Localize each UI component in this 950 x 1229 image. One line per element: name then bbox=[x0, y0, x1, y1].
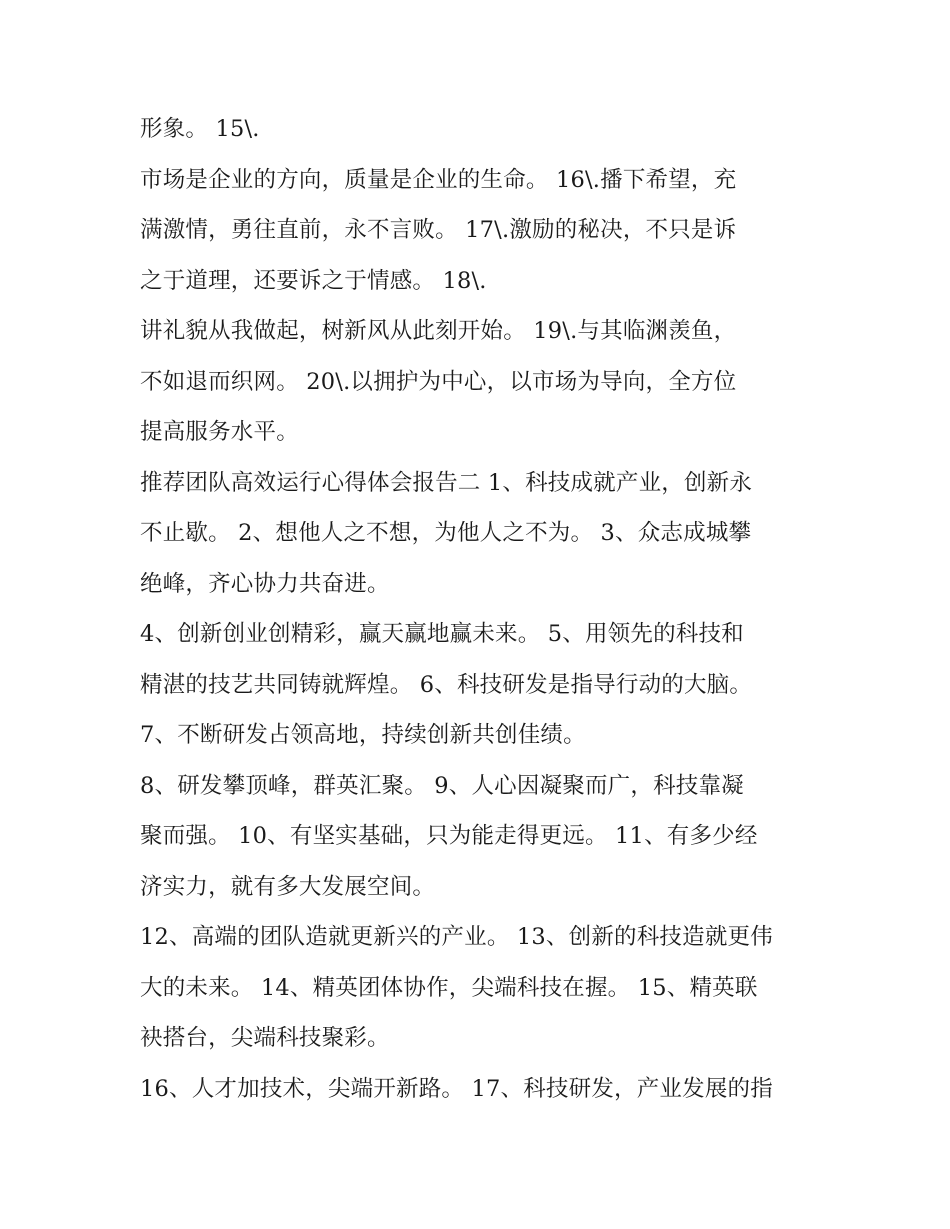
text-line-13: 7、不断研发占领高地，持续创新共创佳绩。 bbox=[140, 722, 586, 748]
text-line-15: 聚而强。 10、有坚实基础，只为能走得更远。 11、有多少经 bbox=[140, 823, 758, 849]
text-line-16: 济实力，就有多大发展空间。 bbox=[140, 874, 436, 900]
text-line-9: 不止歇。 2、想他人之不想，为他人之不为。 3、众志成城攀 bbox=[140, 520, 752, 546]
text-line-18: 大的未来。 14、精英团体协作，尖端科技在握。 15、精英联 bbox=[140, 975, 758, 1001]
text-line-8: 推荐团队高效运行心得体会报告二 1、科技成就产业，创新永 bbox=[140, 470, 753, 496]
text-line-17: 12、高端的团队造就更新兴的产业。 13、创新的科技造就更伟 bbox=[140, 924, 773, 950]
text-line-3: 满激情，勇往直前，永不言败。 17\.激励的秘决，不只是诉 bbox=[140, 217, 737, 243]
text-line-10: 绝峰，齐心协力共奋进。 bbox=[140, 571, 390, 597]
text-line-6: 不如退而织网。 20\.以拥护为中心，以市场为导向，全方位 bbox=[140, 369, 737, 395]
text-line-20: 16、人才加技术，尖端开新路。 17、科技研发，产业发展的指 bbox=[140, 1076, 773, 1102]
text-line-12: 精湛的技艺共同铸就辉煌。 6、科技研发是指导行动的大脑。 bbox=[140, 672, 753, 698]
text-line-7: 提高服务水平。 bbox=[140, 419, 299, 445]
text-line-14: 8、研发攀顶峰，群英汇聚。 9、人心因凝聚而广，科技靠凝 bbox=[140, 773, 744, 799]
text-line-11: 4、创新创业创精彩，赢天赢地赢未来。 5、用领先的科技和 bbox=[140, 621, 744, 647]
text-line-5: 讲礼貌从我做起，树新风从此刻开始。 19\.与其临渊羡鱼， bbox=[140, 318, 737, 344]
text-line-1: 形象。 15\. bbox=[140, 116, 260, 142]
text-line-19: 袂搭台，尖端科技聚彩。 bbox=[140, 1025, 390, 1051]
text-line-4: 之于道理，还要诉之于情感。 18\. bbox=[140, 268, 487, 294]
text-line-2: 市场是企业的方向，质量是企业的生命。 16\.播下希望，充 bbox=[140, 167, 737, 193]
